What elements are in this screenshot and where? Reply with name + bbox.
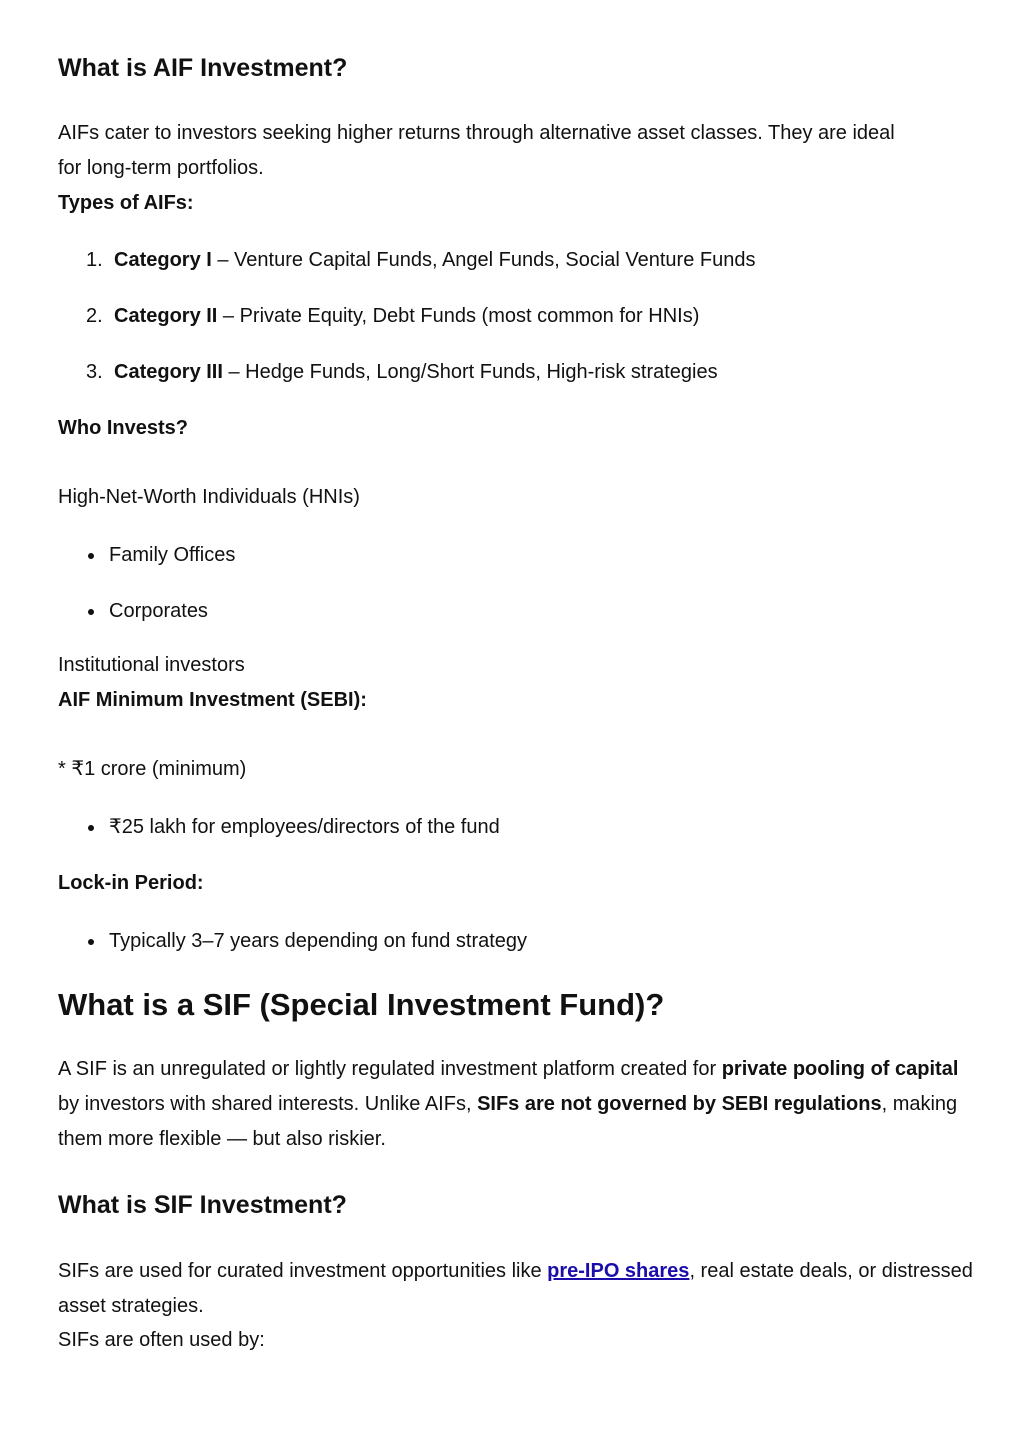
sif-investment-heading: What is SIF Investment? <box>58 1191 347 1219</box>
category-name: Category II <box>114 305 218 327</box>
min-investment-first: * ₹1 crore (minimum) <box>58 758 247 780</box>
sif-text: , making them more flexible — but also riskier. <box>58 1093 958 1150</box>
sif-investment-text: , real estate deals, or distressed asset strategies. <box>58 1260 973 1317</box>
aif-intro-line-1: AIFs cater to investors seeking higher returns through alternative asset classes. They are ideal <box>58 122 895 144</box>
list-item <box>58 599 658 623</box>
who-invests-last: Institutional investors <box>58 654 245 676</box>
sif-investment-text: SIFs are used for curated investment opportunities like <box>58 1260 548 1282</box>
category-list-item <box>58 360 718 384</box>
list-item-text: ₹25 lakh for employees/directors of the fund <box>109 816 500 838</box>
category-name: Category I <box>114 249 212 271</box>
bullet-icon <box>88 553 94 559</box>
category-list-item <box>58 248 755 272</box>
who-invests-first: High-Net-Worth Individuals (HNIs) <box>58 486 360 508</box>
category-name: Category III <box>114 361 223 383</box>
lockin-label: Lock-in Period: <box>58 872 204 894</box>
list-number: 2. <box>86 305 103 327</box>
sif-emphasis: SIFs are not governed by SEBI regulations <box>477 1093 882 1115</box>
bullet-icon <box>88 825 94 831</box>
pre-ipo-shares-link[interactable]: pre-IPO shares <box>547 1260 690 1282</box>
sif-emphasis: private pooling of capital <box>721 1058 959 1080</box>
who-invests-label: Who Invests? <box>58 417 189 439</box>
list-item-text: Corporates <box>109 600 208 622</box>
aif-investment-heading: What is AIF Investment? <box>58 54 348 82</box>
list-item <box>58 543 658 567</box>
list-item-text: Family Offices <box>109 544 236 566</box>
list-item <box>58 929 758 953</box>
sif-used-by: SIFs are often used by: <box>58 1329 265 1351</box>
aif-intro-line-2: for long-term portfolios. <box>58 157 264 179</box>
sif-investment-paragraph <box>58 1254 973 1324</box>
sif-text: by investors with shared interests. Unlike AIFs, <box>58 1093 478 1115</box>
list-number: 3. <box>86 361 103 383</box>
category-description: – Venture Capital Funds, Angel Funds, Social Venture Funds <box>211 249 756 271</box>
category-description: – Hedge Funds, Long/Short Funds, High-risk strategies <box>222 361 718 383</box>
types-of-aifs-label: Types of AIFs: <box>58 192 194 214</box>
bullet-icon <box>88 939 94 945</box>
sif-text: A SIF is an unregulated or lightly regulated investment platform created for <box>58 1058 722 1080</box>
sif-heading: What is a SIF (Special Investment Fund)? <box>58 987 665 1022</box>
category-description: – Private Equity, Debt Funds (most common for HNIs) <box>217 305 700 327</box>
list-item <box>58 815 758 839</box>
category-list-item <box>58 304 699 328</box>
bullet-icon <box>88 609 94 615</box>
sif-paragraph <box>58 1052 973 1157</box>
min-investment-label: AIF Minimum Investment (SEBI): <box>58 689 367 711</box>
list-item-text: Typically 3–7 years depending on fund strategy <box>109 930 528 952</box>
list-number: 1. <box>86 249 103 271</box>
